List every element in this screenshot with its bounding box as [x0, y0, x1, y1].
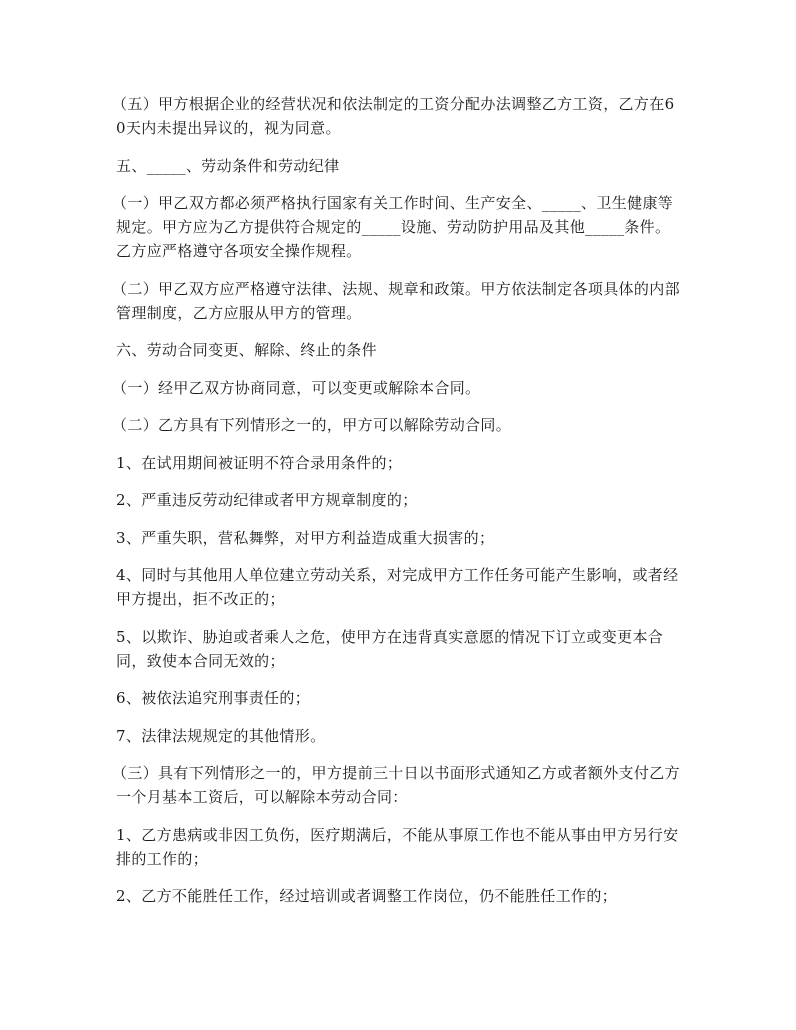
clause-6-2: （二）乙方具有下列情形之一的，甲方可以解除劳动合同。 [112, 416, 512, 434]
document-body [112, 92, 682, 922]
list-item: 3、严重失职，营私舞弊，对甲方利益造成重大损害的； [116, 528, 495, 547]
list-item: 7、法律法规规定的其他情形。 [116, 726, 326, 745]
clause-5-5: （五）甲方根据企业的经营状况和依法制定的工资分配办法调整乙方工资，乙方在60天内未提出异议的，视为同意。 [112, 95, 675, 137]
clause-5-1: （一）甲乙双方都必须严格执行国家有关工作时间、生产安全、_____、卫生健康等规定。甲方应为乙方提供符合规定的_____设施、劳动防护用品及其他_____条件。乙方应严格遵守各项安全操作规程。 [112, 194, 674, 260]
list-item: 2、严重违反劳动纪律或者甲方规章制度的； [116, 491, 418, 509]
list-item: 1、在试用期间被证明不符合录用条件的； [116, 453, 403, 472]
section-6-heading: 六、劳动合同变更、解除、终止的条件 [116, 341, 377, 359]
list-item: 5、以欺诈、胁迫或者乘人之危，使甲方在违背真实意愿的情况下订立或变更本合同，致使本合同无效的； [116, 627, 664, 670]
clause-6-3: （三）具有下列情形之一的，甲方提前三十日以书面形式通知乙方或者额外支付乙方一个月基本工资后，可以解除本劳动合同： [112, 764, 680, 806]
list-item: 2、乙方不能胜任工作，经过培训或者调整工作岗位，仍不能胜任工作的； [116, 887, 618, 905]
clause-5-2: （二）甲乙双方应严格遵守法律、法规、规章和政策。甲方依法制定各项具体的内部管理制度，乙方应服从甲方的管理。 [112, 279, 680, 322]
list-item: 1、乙方患病或非因工负伤，医疗期满后，不能从事原工作也不能从事由甲方另行安排的工作的； [116, 825, 679, 868]
clause-6-1: （一）经甲乙双方协商同意，可以变更或解除本合同。 [112, 378, 481, 397]
list-item: 4、同时与其他用人单位建立劳动关系，对完成甲方工作任务可能产生影响，或者经甲方提出，拒不改正的； [116, 566, 679, 608]
section-5-heading: 五、_____、劳动条件和劳动纪律 [116, 156, 340, 175]
list-item: 6、被依法追究刑事责任的； [116, 689, 311, 707]
